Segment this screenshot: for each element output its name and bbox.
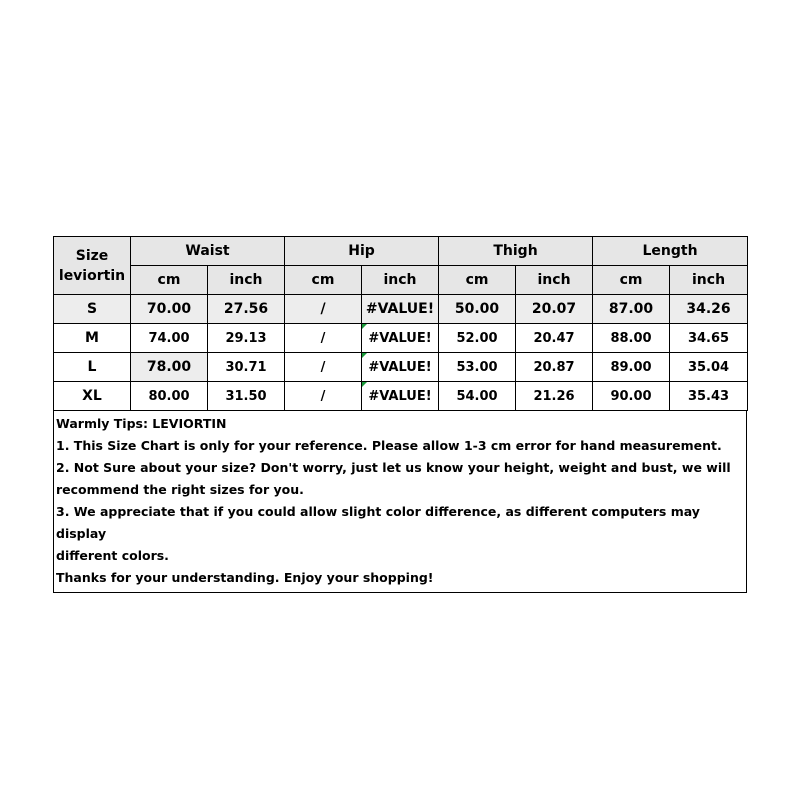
table-cell: 31.50 [208,382,285,411]
header-row-groups [54,237,748,266]
group-header-thigh: Thigh [439,237,593,266]
table-cell: 52.00 [439,324,516,353]
table-cell: 35.04 [670,353,748,382]
table-cell: 34.65 [670,324,748,353]
table-cell: 20.47 [516,324,593,353]
table-cell-text: #VALUE! [368,330,432,346]
table-cell: 50.00 [439,295,516,324]
table-cell: 90.00 [593,382,670,411]
table-cell: 70.00 [131,295,208,324]
table-cell-error [362,353,439,382]
unit-header: inch [208,266,285,295]
group-header-waist: Waist [131,237,285,266]
group-header-hip: Hip [285,237,439,266]
error-marker-icon [362,353,367,358]
table-cell: 21.26 [516,382,593,411]
unit-header: cm [439,266,516,295]
table-cell-text: #VALUE! [368,359,432,375]
table-row-xl [54,382,748,411]
table-cell: 27.56 [208,295,285,324]
table-cell: 30.71 [208,353,285,382]
table-cell: 87.00 [593,295,670,324]
size-label: L [54,353,131,382]
unit-header: cm [593,266,670,295]
table-cell: / [285,324,362,353]
table-cell: 74.00 [131,324,208,353]
table-cell: 20.87 [516,353,593,382]
table-cell: 89.00 [593,353,670,382]
tip-line-1: 1. This Size Chart is only for your reference. Please allow 1-3 cm error for hand measurement. [56,438,722,453]
size-header: Size [75,247,109,264]
table-cell: / [285,295,362,324]
table-row-s [54,295,748,324]
unit-header: cm [285,266,362,295]
tips-title: Warmly Tips: LEVIORTIN [56,416,227,431]
error-marker-icon [362,382,367,387]
table-cell-text: #VALUE! [368,388,432,404]
header-row-units [54,266,748,295]
table-cell: 54.00 [439,382,516,411]
unit-header: inch [670,266,748,295]
brand-header: leviortin [58,267,126,284]
table-cell: #VALUE! [362,295,439,324]
table-row-m [54,324,748,353]
error-marker-icon [362,324,367,329]
table-cell: 35.43 [670,382,748,411]
table-cell-error [362,382,439,411]
group-header-length: Length [593,237,748,266]
table-cell: 53.00 [439,353,516,382]
size-label: XL [54,382,131,411]
size-label: S [54,295,131,324]
size-chart [53,236,747,593]
unit-header: inch [362,266,439,295]
table-row-l [54,353,748,382]
table-cell: 34.26 [670,295,748,324]
size-table [53,236,748,411]
table-cell: 29.13 [208,324,285,353]
unit-header: inch [516,266,593,295]
size-header-cell [54,237,131,295]
table-cell-error [362,324,439,353]
tip-line-2a: 2. Not Sure about your size? Don't worry, just let us know your height, weight and bust, we will [56,460,731,475]
table-cell: 78.00 [131,353,208,382]
tips-closing: Thanks for your understanding. Enjoy your shopping! [56,570,434,585]
tips-box [53,411,747,593]
table-cell: / [285,353,362,382]
tip-line-3b: different colors. [56,548,169,563]
tip-line-2b: recommend the right sizes for you. [56,482,304,497]
unit-header: cm [131,266,208,295]
tip-line-3a: 3. We appreciate that if you could allow slight color difference, as different computers may display [56,504,700,541]
size-label: M [54,324,131,353]
table-cell: 80.00 [131,382,208,411]
table-cell: 20.07 [516,295,593,324]
table-cell: / [285,382,362,411]
table-cell: 88.00 [593,324,670,353]
